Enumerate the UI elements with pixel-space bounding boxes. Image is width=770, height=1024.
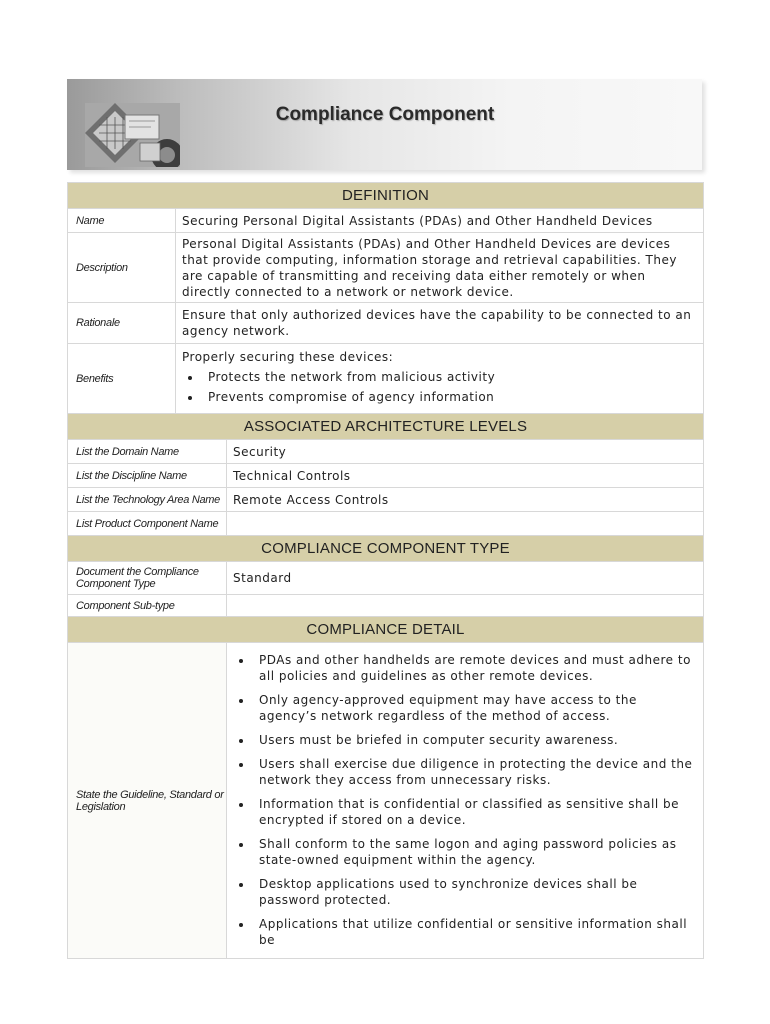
description-value: Personal Digital Assistants (PDAs) and Other Handheld Devices are devices that provide computing, information storage and retrieval capabilities. They are capable of transmitting and receiving data either remotely or when directly connected to a network or network device. [176,233,704,303]
architecture-header: ASSOCIATED ARCHITECTURE LEVELS [68,414,704,440]
detail-header-row [68,617,704,643]
guideline-value [227,643,704,959]
compliance-table [67,182,704,959]
list-item: • Applications that utilize confidential or sensitive information shall be [253,916,697,948]
list-item: • Desktop applications used to synchronize devices shall be password protected. [253,876,697,908]
name-label: Name [68,209,176,233]
component-type-header-row [68,536,704,562]
component-type-label: Document the Compliance Component Type [68,562,227,595]
definition-header-row [68,183,704,209]
table-row [68,488,704,512]
name-row [68,209,704,233]
table-row [68,440,704,464]
list-item: • PDAs and other handhelds are remote devices and must adhere to all policies and guidelines as other remote devices. [253,652,697,684]
list-item: • Information that is confidential or classified as sensitive shall be encrypted if stored on a device. [253,796,697,828]
benefits-intro: Properly securing these devices: [182,349,394,364]
table-row [68,595,704,617]
benefits-row [68,344,704,414]
discipline-label: List the Discipline Name [68,464,227,488]
guideline-label: State the Guideline, Standard or Legislation [68,643,227,959]
benefits-value [176,344,704,414]
list-item: • Users shall exercise due diligence in protecting the device and the network they access from unnecessary risks. [253,756,697,788]
description-row [68,233,704,303]
product-component-value [227,512,704,536]
rationale-value: Ensure that only authorized devices have the capability to be connected to an agency network. [176,303,704,344]
component-type-value: Standard [227,562,704,595]
detail-header: COMPLIANCE DETAIL [68,617,704,643]
technology-area-value: Remote Access Controls [227,488,704,512]
detail-row [68,643,704,959]
page-title: Compliance Component [275,104,495,125]
list-item: • Prevents compromise of agency information [202,389,697,405]
list-item: • Only agency-approved equipment may have access to the agency’s network regardless of the method of access. [253,692,697,724]
domain-label: List the Domain Name [68,440,227,464]
name-value: Securing Personal Digital Assistants (PDAs) and Other Handheld Devices [176,209,704,233]
description-label: Description [68,233,176,303]
list-item: • Users must be briefed in computer security awareness. [253,732,697,748]
rationale-label: Rationale [68,303,176,344]
definition-header: DEFINITION [68,183,704,209]
product-component-label: List Product Component Name [68,512,227,536]
component-subtype-value [227,595,704,617]
component-subtype-label: Component Sub-type [68,595,227,617]
discipline-value: Technical Controls [227,464,704,488]
technology-area-label: List the Technology Area Name [68,488,227,512]
benefits-label: Benefits [68,344,176,414]
table-row [68,512,704,536]
list-item: • Protects the network from malicious activity [202,369,697,385]
table-row [68,464,704,488]
table-row [68,562,704,595]
benefits-list [182,369,697,405]
architecture-header-row [68,414,704,440]
detail-list [233,652,697,948]
rationale-row [68,303,704,344]
component-type-header: COMPLIANCE COMPONENT TYPE [68,536,704,562]
list-item: • Shall conform to the same logon and aging password policies as state-owned equipment within the agency. [253,836,697,868]
domain-value: Security [227,440,704,464]
